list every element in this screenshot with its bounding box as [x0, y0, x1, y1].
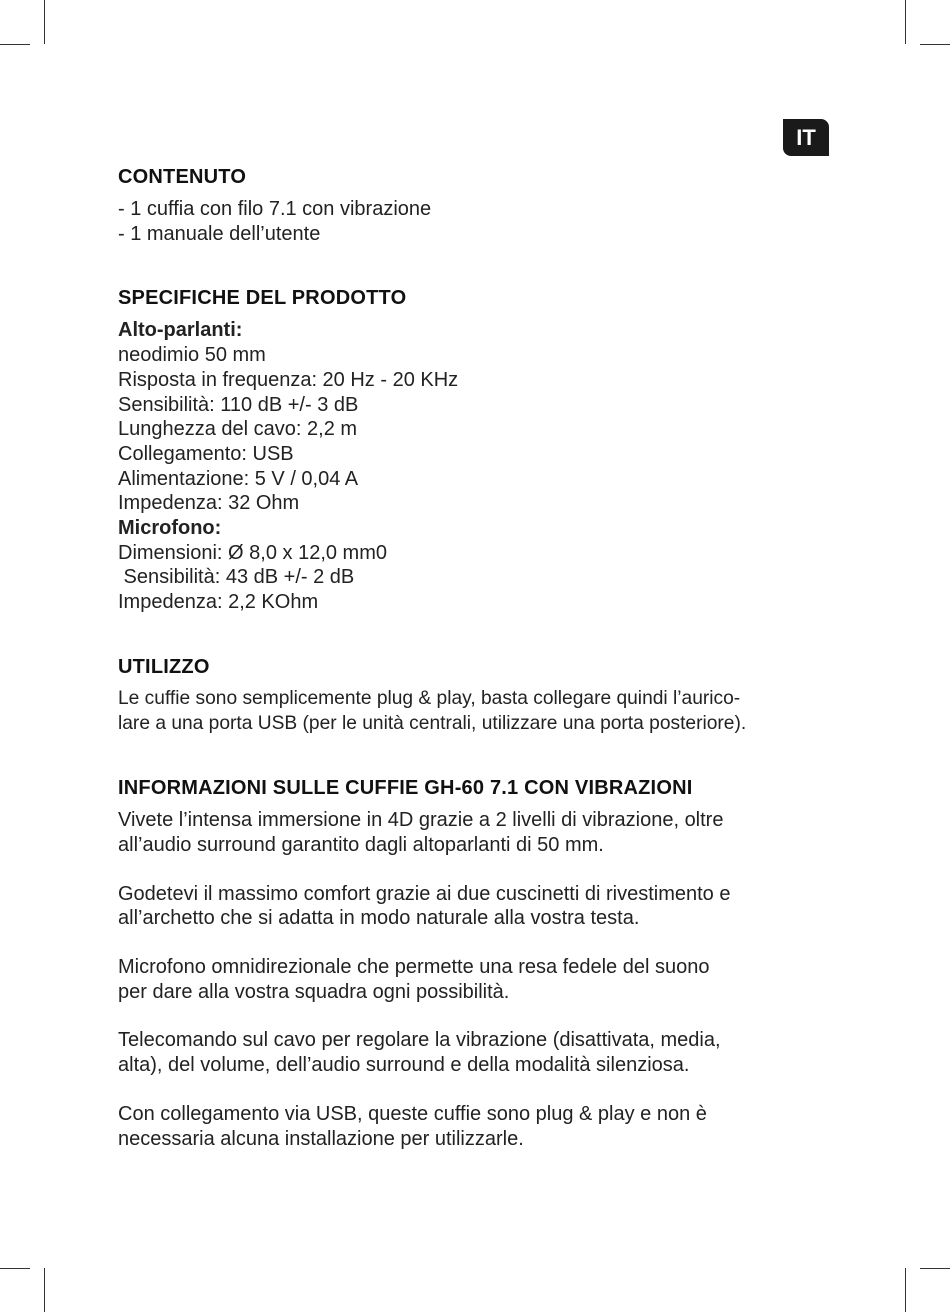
spec-line: Sensibilità: 110 dB +/- 3 dB — [118, 393, 359, 416]
spec-line: Dimensioni: Ø 8,0 x 12,0 mm0 — [118, 541, 387, 564]
crop-mark — [905, 0, 906, 44]
paragraph-line: necessaria alcuna installazione per utilizzarle. — [118, 1127, 524, 1150]
paragraph-line: lare a una porta USB (per le unità centrali, utilizzare una porta posteriore). — [118, 712, 747, 734]
paragraph-line: Telecomando sul cavo per regolare la vibrazione (disattivata, media, — [118, 1029, 721, 1052]
section-contents — [118, 163, 838, 246]
section-title: SPECIFICHE DEL PRODOTTO — [118, 287, 407, 310]
paragraph — [118, 808, 838, 857]
crop-mark — [44, 0, 45, 44]
spec-line: Impedenza: 32 Ohm — [118, 492, 300, 515]
paragraph — [118, 1102, 838, 1151]
section-title: CONTENUTO — [118, 166, 247, 188]
spec-line: Impedenza: 2,2 KOhm — [118, 591, 319, 614]
section-specs — [118, 284, 838, 614]
paragraph-line: all’archetto che si adatta in modo naturale alla vostra testa. — [118, 907, 640, 930]
paragraph-line: Con collegamento via USB, queste cuffie sono plug & play e non è — [118, 1102, 707, 1125]
crop-mark — [920, 44, 950, 45]
paragraph-line: Microfono omnidirezionale che permette una resa fedele del suono — [118, 956, 710, 979]
paragraph-line: alta), del volume, dell’audio surround e della modalità silenziosa. — [118, 1054, 690, 1077]
crop-mark — [905, 1268, 906, 1312]
paragraph-line: Vivete l’intensa immersione in 4D grazie a 2 livelli di vibrazione, oltre — [118, 809, 724, 832]
paragraph-line: Le cuffie sono semplicemente plug & play, basta collegare quindi l’aurico- — [118, 687, 741, 709]
spec-line: neodimio 50 mm — [118, 344, 266, 367]
page-content — [118, 163, 838, 1189]
spec-line: Alimentazione: 5 V / 0,04 A — [118, 467, 359, 490]
paragraph-line: Godetevi il massimo comfort grazie ai due cuscinetti di rivestimento e — [118, 882, 731, 905]
spec-line: Collegamento: USB — [118, 442, 294, 465]
section-title: UTILIZZO — [118, 655, 210, 678]
language-badge: IT — [783, 119, 829, 156]
section-title: INFORMAZIONI SULLE CUFFIE GH-60 7.1 CON VIBRAZIONI — [118, 777, 693, 800]
paragraph — [118, 955, 838, 1004]
spec-line: Risposta in frequenza: 20 Hz - 20 KHz — [118, 368, 459, 391]
spec-line: Sensibilità: 43 dB +/- 2 dB — [118, 566, 355, 589]
spec-subtitle-microphone: Microfono: — [118, 517, 222, 540]
paragraph-line: all’audio surround garantito dagli altoparlanti di 50 mm. — [118, 833, 604, 856]
paragraph — [118, 1028, 838, 1077]
crop-mark — [0, 44, 30, 45]
spec-subtitle-speakers: Alto-parlanti: — [118, 319, 243, 342]
crop-mark — [44, 1268, 45, 1312]
section-usage — [118, 653, 838, 736]
section-info — [118, 774, 838, 1151]
crop-mark — [920, 1268, 950, 1269]
list-item: - 1 manuale dell’utente — [118, 222, 321, 245]
crop-mark — [0, 1268, 30, 1269]
paragraph — [118, 882, 838, 931]
spec-line: Lunghezza del cavo: 2,2 m — [118, 418, 358, 441]
paragraph-line: per dare alla vostra squadra ogni possibilità. — [118, 980, 510, 1003]
list-item: - 1 cuffia con filo 7.1 con vibrazione — [118, 198, 432, 220]
